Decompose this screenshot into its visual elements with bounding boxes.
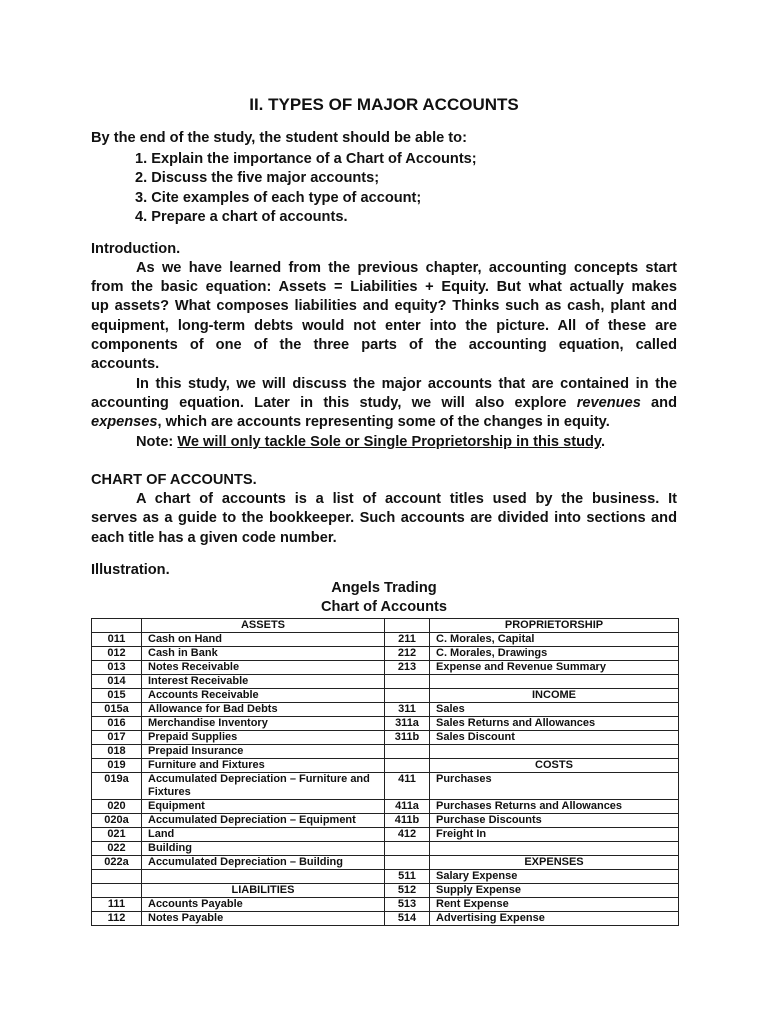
- section-header: COSTS: [430, 759, 679, 773]
- account-title: Cash in Bank: [142, 647, 385, 661]
- account-code: [385, 675, 430, 689]
- account-code: 014: [92, 675, 142, 689]
- expenses-term: expenses: [91, 414, 158, 430]
- account-code: 411a: [385, 800, 430, 814]
- account-title: Supply Expense: [430, 884, 679, 898]
- account-code: 016: [92, 717, 142, 731]
- account-code: 511: [385, 870, 430, 884]
- account-code: 021: [92, 828, 142, 842]
- table-row: [92, 675, 679, 689]
- account-title: Advertising Expense: [430, 912, 679, 926]
- account-title: Purchase Discounts: [430, 814, 679, 828]
- account-code: [92, 870, 142, 884]
- list-item: 1. Explain the importance of a Chart of Accounts;: [135, 151, 477, 167]
- account-code: 018: [92, 745, 142, 759]
- account-code: 020: [92, 800, 142, 814]
- account-title: Sales Discount: [430, 731, 679, 745]
- account-code: [92, 619, 142, 633]
- table-row: [92, 745, 679, 759]
- account-code: 514: [385, 912, 430, 926]
- account-title: Purchases: [430, 773, 679, 800]
- account-title: Furniture and Fixtures: [142, 759, 385, 773]
- account-title: Merchandise Inventory: [142, 717, 385, 731]
- account-code: 311: [385, 703, 430, 717]
- table-row: [92, 731, 679, 745]
- account-code: [385, 759, 430, 773]
- table-row: [92, 633, 679, 647]
- account-title: Accumulated Depreciation – Building: [142, 856, 385, 870]
- account-code: 211: [385, 633, 430, 647]
- table-row: [92, 689, 679, 703]
- page-title: II. TYPES OF MAJOR ACCOUNTS: [249, 95, 519, 114]
- objectives-list: [135, 150, 477, 228]
- account-code: 513: [385, 898, 430, 912]
- list-item: 3. Cite examples of each type of account;: [135, 189, 422, 206]
- account-code: [385, 856, 430, 870]
- account-title: Notes Payable: [142, 912, 385, 926]
- account-title: Salary Expense: [430, 870, 679, 884]
- table-row: [92, 870, 679, 884]
- table-row: [92, 619, 679, 633]
- account-title: Allowance for Bad Debts: [142, 703, 385, 717]
- revenues-term: revenues: [576, 395, 641, 411]
- account-title: C. Morales, Drawings: [430, 647, 679, 661]
- intro-line: components of one of the three parts of the accounting equation, called: [91, 337, 677, 353]
- introduction-heading: Introduction.: [91, 241, 181, 257]
- account-code: 017: [92, 731, 142, 745]
- account-code: 019a: [92, 773, 142, 800]
- account-code: 212: [385, 647, 430, 661]
- table-row: [92, 898, 679, 912]
- account-title: Rent Expense: [430, 898, 679, 912]
- table-row: [92, 661, 679, 675]
- chart-title: Chart of Accounts: [321, 599, 447, 615]
- account-title: Purchases Returns and Allowances: [430, 800, 679, 814]
- intro-line: accounts.: [91, 356, 160, 372]
- account-title: Expense and Revenue Summary: [430, 661, 679, 675]
- account-title: Land: [142, 828, 385, 842]
- table-row: [92, 828, 679, 842]
- table-row: [92, 717, 679, 731]
- company-name: Angels Trading: [331, 580, 437, 596]
- section-header: PROPRIETORSHIP: [430, 619, 679, 633]
- section-header: INCOME: [430, 689, 679, 703]
- account-title: Equipment: [142, 800, 385, 814]
- account-title: Accumulated Depreciation – Equipment: [142, 814, 385, 828]
- account-title: Prepaid Insurance: [142, 745, 385, 759]
- account-code: [92, 884, 142, 898]
- intro-line: up assets? What composes liabilities and equity? Thinks such as cash, plant and: [91, 298, 677, 314]
- account-title: Cash on Hand: [142, 633, 385, 647]
- account-code: 015: [92, 689, 142, 703]
- account-title: Prepaid Supplies: [142, 731, 385, 745]
- account-title: Notes Receivable: [142, 661, 385, 675]
- account-title: [430, 842, 679, 856]
- account-code: [385, 689, 430, 703]
- intro-line: accounting equation. Later in this study, we will also explore revenues and: [91, 395, 677, 411]
- account-code: 012: [92, 647, 142, 661]
- table-row: [92, 856, 679, 870]
- table-row: [92, 800, 679, 814]
- table-row: [92, 647, 679, 661]
- account-code: [385, 619, 430, 633]
- section-header: EXPENSES: [430, 856, 679, 870]
- chart-line: A chart of accounts is a list of account titles used by the business. It: [136, 491, 677, 507]
- table-row: [92, 703, 679, 717]
- chart-line: each title has a given code number.: [91, 530, 337, 546]
- account-code: 022: [92, 842, 142, 856]
- account-code: 015a: [92, 703, 142, 717]
- note-line: Note: We will only tackle Sole or Single Proprietorship in this study.: [136, 434, 605, 450]
- account-title: [430, 745, 679, 759]
- account-code: 411: [385, 773, 430, 800]
- chart-of-accounts-table: [91, 618, 679, 926]
- account-code: 213: [385, 661, 430, 675]
- account-code: 412: [385, 828, 430, 842]
- account-title: Accounts Receivable: [142, 689, 385, 703]
- intro-line: equipment, long-term debts would not enter into the picture. All of these are: [91, 318, 677, 334]
- account-code: [385, 842, 430, 856]
- table-row: [92, 884, 679, 898]
- note-label: Note:: [136, 434, 178, 450]
- account-title: [142, 870, 385, 884]
- account-code: 311a: [385, 717, 430, 731]
- account-code: [385, 745, 430, 759]
- intro-line: In this study, we will discuss the major accounts that are contained in the: [136, 376, 677, 392]
- account-title: Freight In: [430, 828, 679, 842]
- account-code: 013: [92, 661, 142, 675]
- account-title: Sales Returns and Allowances: [430, 717, 679, 731]
- account-title: Building: [142, 842, 385, 856]
- account-title: Accounts Payable: [142, 898, 385, 912]
- account-code: 311b: [385, 731, 430, 745]
- intro-line: from the basic equation: Assets = Liabilities + Equity. But what actually makes: [91, 279, 677, 295]
- list-item: 4. Prepare a chart of accounts.: [135, 209, 348, 226]
- account-title: [430, 675, 679, 689]
- account-title: Interest Receivable: [142, 675, 385, 689]
- account-code: 019: [92, 759, 142, 773]
- note-text: We will only tackle Sole or Single Proprietorship in this study: [177, 434, 601, 450]
- account-code: 512: [385, 884, 430, 898]
- table-row: [92, 842, 679, 856]
- table-row: [92, 814, 679, 828]
- account-title: Accumulated Depreciation – Furniture and Fixtures: [142, 773, 385, 800]
- table-row: [92, 773, 679, 800]
- account-code: 111: [92, 898, 142, 912]
- intro-line: expenses, which are accounts representing some of the changes in equity.: [91, 414, 610, 430]
- account-code: 020a: [92, 814, 142, 828]
- section-header: LIABILITIES: [142, 884, 385, 898]
- section-header: ASSETS: [142, 619, 385, 633]
- intro-line: As we have learned from the previous chapter, accounting concepts start: [136, 260, 677, 276]
- account-title: Sales: [430, 703, 679, 717]
- illustration-heading: Illustration.: [91, 562, 170, 578]
- chart-line: serves as a guide to the bookkeeper. Such accounts are divided into sections and: [91, 510, 677, 526]
- account-code: 411b: [385, 814, 430, 828]
- account-title: C. Morales, Capital: [430, 633, 679, 647]
- account-code: 112: [92, 912, 142, 926]
- objectives-intro: By the end of the study, the student should be able to:: [91, 130, 467, 146]
- account-code: 011: [92, 633, 142, 647]
- table-row: [92, 759, 679, 773]
- table-row: [92, 912, 679, 926]
- list-item: 2. Discuss the five major accounts;: [135, 170, 380, 187]
- account-code: 022a: [92, 856, 142, 870]
- chart-heading: CHART OF ACCOUNTS.: [91, 472, 257, 488]
